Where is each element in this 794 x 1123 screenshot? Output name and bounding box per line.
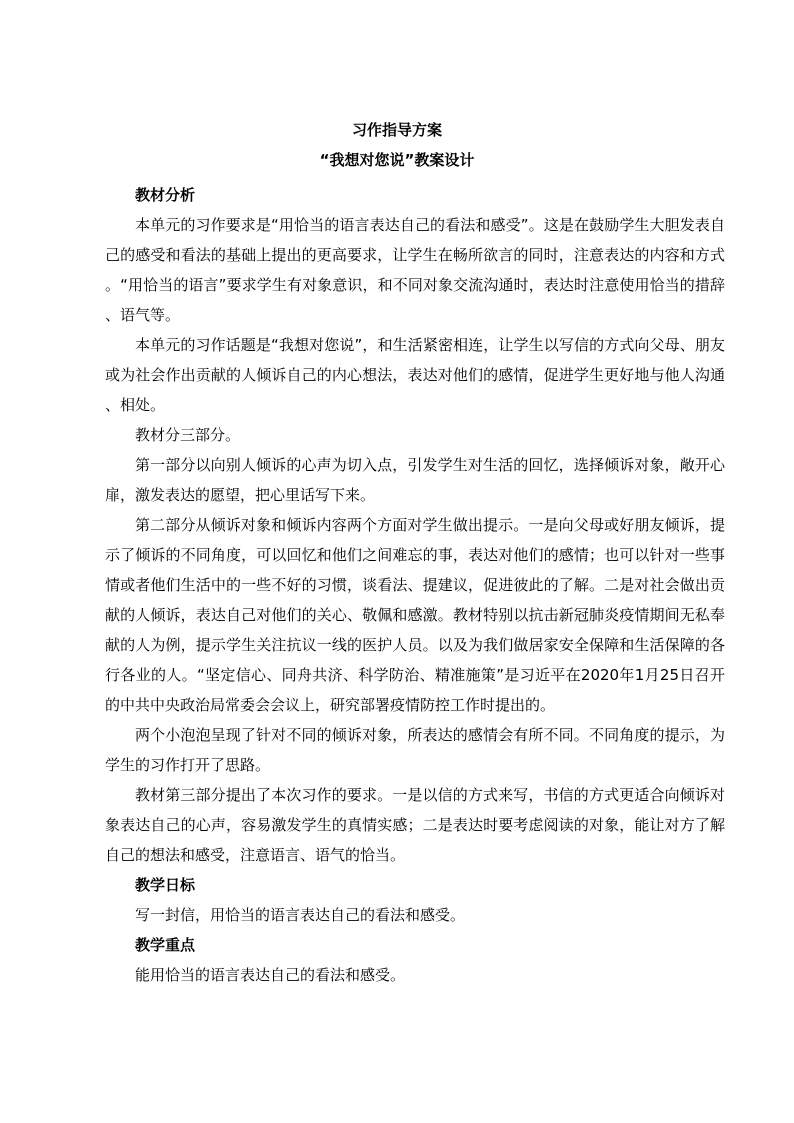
paragraph-analysis-3: 教材分三部分。 — [135, 426, 241, 444]
section-heading-analysis: 教材分析 — [135, 186, 196, 204]
paragraph-analysis-4: 第一部分以向别人倾诉的心声为切入点，引发学生对生活的回忆，选择倾诉对象，敞开心扉，激发表达的愿望，把心里话写下来。 — [105, 456, 725, 504]
paragraph-analysis-2: 本单元的习作话题是“我想对您说”，和生活紧密相连，让学生以写信的方式向父母、朋友或为社会作出贡献的人倾诉自己的内心想法，表达对他们的感情，促进学生更好地与他人沟通、相处。 — [105, 336, 725, 414]
paragraph-analysis-6: 两个小泡泡呈现了针对不同的倾诉对象，所表达的感情会有所不同。不同角度的提示，为学生的习作打开了思路。 — [105, 726, 725, 774]
section-heading-focus: 教学重点 — [135, 936, 196, 954]
paragraph-analysis-7: 教材第三部分提出了本次习作的要求。一是以信的方式来写，书信的方式更适合向倾诉对象表达自己的心声，容易激发学生的真情实感；二是表达时要考虑阅读的对象，能让对方了解自己的想法和感受，注意语言、语气的恰当。 — [105, 786, 725, 864]
page-subtitle: “我想对您说”教案设计 — [319, 151, 475, 169]
paragraph-analysis-5: 第二部分从倾诉对象和倾诉内容两个方面对学生做出提示。一是向父母或好朋友倾诉，提示了倾诉的不同角度，可以回忆和他们之间难忘的事，表达对他们的感情；也可以针对一些事情或者他们生活中的一些不好的习惯，谈看法、提建议，促进彼此的了解。二是对社会做出贡献的人倾诉，表达自己对他们的关心、敬佩和感激。教材特别以抗击新冠肺炎疫情期间无私奉献的人为例，提示学生关注抗议一线的医护人员。以及为我们做居家安全保障和生活保障的各行各业的人。“坚定信心、同舟共济、科学防治、精准施策”是习近平在2020年1月25日召开的中共中央政治局常委会会议上，研究部署疫情防控工作时提出的。 — [105, 516, 725, 714]
paragraph-focus: 能用恰当的语言表达自己的看法和感受。 — [135, 966, 406, 984]
section-heading-goal: 教学日标 — [135, 876, 196, 894]
paragraph-goal: 写一封信，用恰当的语言表达自己的看法和感受。 — [135, 906, 466, 924]
page-title: 习作指导方案 — [351, 121, 442, 139]
document-body — [105, 180, 725, 990]
paragraph-analysis-1: 本单元的习作要求是“用恰当的语言表达自己的看法和感受”。这是在鼓励学生大胆发表自己的感受和看法的基础上提出的更高要求，让学生在畅所欲言的同时，注意表达的内容和方式。“用恰当的语言”要求学生有对象意识，和不同对象交流沟通时，表达时注意使用恰当的措辞、语气等。 — [105, 216, 725, 324]
